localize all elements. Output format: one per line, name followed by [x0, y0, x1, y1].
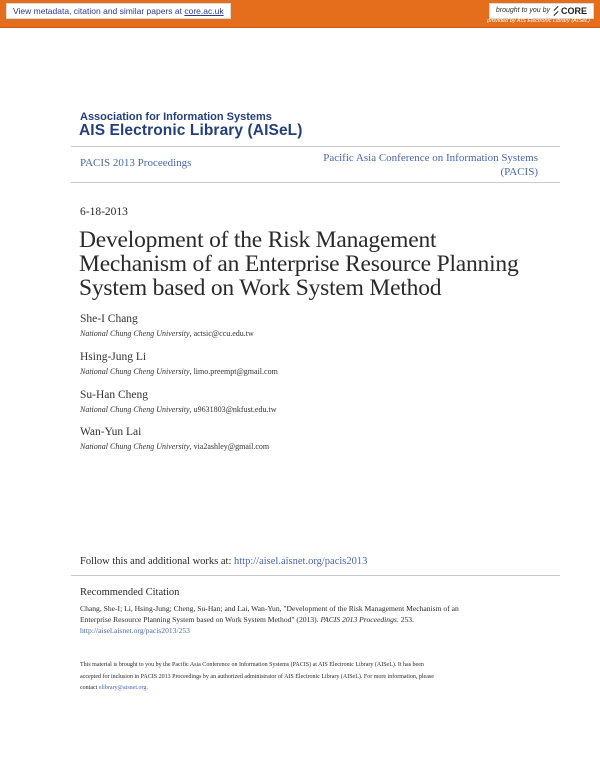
paper-title	[79, 228, 549, 300]
affiliation-name: National Chung Cheng University	[80, 405, 190, 414]
author-1	[80, 313, 254, 338]
contact-email-link[interactable]: elibrary@aisnet.org	[98, 685, 147, 691]
association-name[interactable]: Association for Information Systems	[80, 111, 272, 123]
follow-link[interactable]: http://aisel.aisnet.org/pacis2013	[234, 556, 368, 567]
conference-line2: (PACIS)	[500, 166, 538, 178]
citation-line2-text: Enterprise Resource Planning System based on Work System Method" (2013).	[80, 615, 321, 624]
divider-bottom	[71, 182, 560, 183]
divider-top	[71, 146, 560, 147]
author-email: , actsic@ccu.edu.tw	[189, 329, 254, 338]
notice-line1: This material is brought to you by the Pacific Asia Conference on Information Systems (PACIS) at AIS Electronic Library (AISeL). It has been	[80, 662, 424, 668]
core-logo-icon	[553, 7, 559, 16]
notice-end: .	[146, 685, 148, 691]
author-email: , u9631803@nkfust.edu.tw	[189, 405, 277, 414]
title-line3: System based on Work System Method	[79, 275, 442, 301]
affiliation-name: National Chung Cheng University	[80, 329, 190, 338]
core-brand: CORE	[560, 6, 587, 16]
core-banner	[0, 0, 600, 28]
author-email: , limo.preempt@gmail.com	[189, 367, 278, 376]
author-4	[80, 426, 269, 451]
citation-venue: PACIS 2013 Proceedings	[320, 615, 397, 624]
notice-line3	[80, 683, 520, 695]
recommended-citation-heading: Recommended Citation	[80, 587, 180, 598]
library-name[interactable]: AIS Electronic Library (AISeL)	[79, 122, 303, 139]
author-affiliation	[80, 329, 254, 338]
citation-line2-end: . 253.	[396, 615, 414, 624]
citation-line2	[80, 614, 550, 625]
divider-citation	[71, 575, 560, 576]
recommended-citation	[80, 603, 550, 636]
author-affiliation	[80, 442, 269, 451]
conference-line1: Pacific Asia Conference on Information Systems	[323, 152, 538, 164]
citation-line1: Chang, She-I; Li, Hsing-Jung; Cheng, Su-Han; and Lai, Wan-Yun, "Development of the Risk Management Mechanism of an	[80, 604, 459, 613]
author-name[interactable]: She-I Chang	[80, 313, 138, 325]
core-site-link[interactable]: core.ac.uk	[184, 6, 224, 16]
author-name[interactable]: Su-Han Cheng	[80, 389, 149, 401]
author-3	[80, 389, 276, 414]
core-brought-badge[interactable]	[489, 3, 594, 19]
notice-contact-text: contact	[80, 685, 99, 691]
access-notice	[80, 660, 520, 695]
title-line2: Mechanism of an Enterprise Resource Planning	[79, 251, 519, 277]
author-name[interactable]: Wan-Yun Lai	[80, 426, 142, 438]
author-affiliation	[80, 367, 278, 376]
publication-date: 6-18-2013	[80, 206, 128, 218]
follow-line	[80, 556, 367, 567]
affiliation-name: National Chung Cheng University	[80, 367, 190, 376]
author-2	[80, 351, 278, 376]
notice-line2: accepted for inclusion in PACIS 2013 Proceedings by an authorized administrator of AIS Electronic Library (AISeL). For more information, please	[80, 673, 434, 680]
author-affiliation	[80, 405, 276, 414]
provided-by-text: provided by AIS Electronic Library (AISeL)	[487, 18, 590, 24]
author-name[interactable]: Hsing-Jung Li	[80, 351, 147, 363]
core-metadata-text: View metadata, citation and similar papers at	[13, 6, 182, 16]
brought-text: brought to you by	[495, 7, 550, 14]
citation-link[interactable]: http://aisel.aisnet.org/pacis2013/253	[80, 626, 190, 635]
core-metadata-link[interactable]	[6, 3, 231, 19]
affiliation-name: National Chung Cheng University	[80, 442, 190, 451]
proceedings-link[interactable]: PACIS 2013 Proceedings	[80, 157, 192, 169]
core-logo	[553, 4, 587, 18]
conference-link[interactable]	[278, 151, 538, 179]
author-email: , via2ashley@gmail.com	[189, 442, 270, 451]
follow-text: Follow this and additional works at:	[80, 556, 234, 567]
title-line1: Development of the Risk Management	[79, 227, 437, 253]
